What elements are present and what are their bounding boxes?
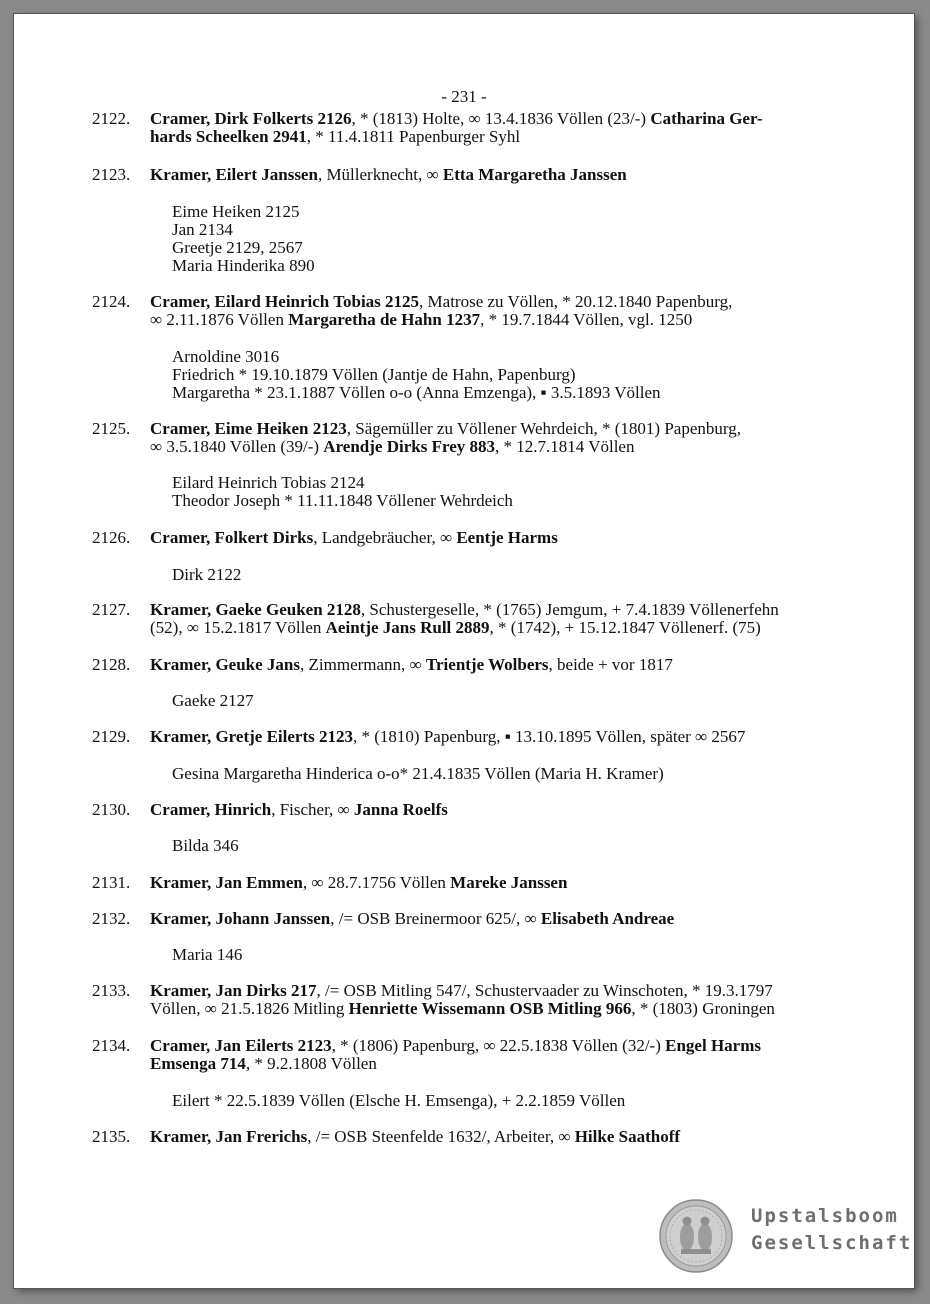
page-number: - 231 - (441, 87, 487, 106)
children-list-2130 (172, 837, 239, 855)
entry-2131 (92, 874, 872, 892)
text-line: Friedrich * 19.10.1879 Völlen (Jantje de Hahn, Papenburg) (172, 365, 576, 384)
text-line: Cramer, Dirk Folkerts 2126, * (1813) Holte, ∞ 13.4.1836 Völlen (23/-) Catharina Ger- (150, 109, 763, 128)
entry-text (150, 293, 872, 329)
entry-2123 (92, 166, 872, 184)
entry-number: 2127. (92, 600, 131, 619)
text-line: Bilda 346 (172, 836, 239, 855)
entry-number: 2134. (92, 1036, 131, 1055)
text-line: Kramer, Gretje Eilerts 2123, * (1810) Papenburg, ▪ 13.10.1895 Völlen, später ∞ 2567 (150, 727, 746, 746)
children-list-2134 (172, 1092, 625, 1110)
entry-number: 2125. (92, 419, 131, 438)
children-list-2129 (172, 765, 664, 783)
text-line: ∞ 3.5.1840 Völlen (39/-) Arendje Dirks Frey 883, * 12.7.1814 Völlen (150, 437, 635, 456)
text-line: Gesina Margaretha Hinderica o-o* 21.4.1835 Völlen (Maria H. Kramer) (172, 764, 664, 783)
entry-text (150, 601, 872, 637)
text-line: Kramer, Eilert Janssen, Müllerknecht, ∞ Etta Margaretha Janssen (150, 165, 627, 184)
text-line: Kramer, Jan Frerichs, /= OSB Steenfelde 1632/, Arbeiter, ∞ Hilke Saathoff (150, 1127, 681, 1146)
entry-text (150, 728, 872, 746)
text-line: Eilard Heinrich Tobias 2124 (172, 473, 365, 492)
text-line: Arnoldine 3016 (172, 347, 280, 366)
entry-number: 2126. (92, 528, 131, 547)
entry-text (150, 166, 872, 184)
text-line: Eime Heiken 2125 (172, 202, 300, 221)
entry-2122 (92, 110, 872, 146)
text-line: (52), ∞ 15.2.1817 Völlen Aeintje Jans Rull 2889, * (1742), + 15.12.1847 Völlenerf. (75) (150, 618, 761, 637)
entry-number: 2130. (92, 800, 131, 819)
document-page (14, 14, 914, 1288)
entry-text (150, 1037, 872, 1073)
text-line: Maria Hinderika 890 (172, 256, 315, 275)
entry-2126 (92, 529, 872, 547)
text-line: ∞ 2.11.1876 Völlen Margaretha de Hahn 1237, * 19.7.1844 Völlen, vgl. 1250 (150, 310, 693, 329)
entry-number: 2131. (92, 873, 131, 892)
text-line: Eilert * 22.5.1839 Völlen (Elsche H. Emsenga), + 2.2.1859 Völlen (172, 1091, 626, 1110)
text-line: Kramer, Johann Janssen, /= OSB Breinermoor 625/, ∞ Elisabeth Andreae (150, 909, 675, 928)
entry-number: 2128. (92, 655, 131, 674)
children-list-2126 (172, 566, 241, 584)
text-line: Kramer, Jan Dirks 217, /= OSB Mitling 547/, Schustervaader zu Winschoten, * 19.3.1797 (150, 981, 773, 1000)
entry-2127 (92, 601, 872, 637)
logo-text-line-1: Upstalsboom (751, 1205, 899, 1227)
entry-text (150, 110, 872, 146)
entry-2132 (92, 910, 872, 928)
text-line: Cramer, Hinrich, Fischer, ∞ Janna Roelfs (150, 800, 448, 819)
entry-number: 2122. (92, 109, 131, 128)
entry-number: 2133. (92, 981, 131, 1000)
text-line: Greetje 2129, 2567 (172, 238, 303, 257)
entry-2128 (92, 656, 872, 674)
text-line: Cramer, Folkert Dirks, Landgebräucher, ∞ Eentje Harms (150, 528, 558, 547)
entry-number: 2129. (92, 727, 131, 746)
text-line: Völlen, ∞ 21.5.1826 Mitling Henriette Wissemann OSB Mitling 966, * (1803) Groningen (150, 999, 775, 1018)
entry-2134 (92, 1037, 872, 1073)
entry-2135 (92, 1128, 872, 1146)
text-line: Cramer, Jan Eilerts 2123, * (1806) Papenburg, ∞ 22.5.1838 Völlen (32/-) Engel Harms (150, 1036, 761, 1055)
text-line: Jan 2134 (172, 220, 233, 239)
entry-number: 2135. (92, 1127, 131, 1146)
text-line: hards Scheelken 2941, * 11.4.1811 Papenburger Syhl (150, 127, 521, 146)
entry-text (150, 656, 872, 674)
seal-icon (659, 1199, 733, 1273)
entry-text (150, 420, 872, 456)
text-line: Kramer, Jan Emmen, ∞ 28.7.1756 Völlen Mareke Janssen (150, 873, 568, 892)
logo-text (751, 1203, 912, 1257)
entry-number: 2123. (92, 165, 131, 184)
entry-text (150, 910, 872, 928)
entry-text (150, 982, 872, 1018)
text-line: Maria 146 (172, 945, 243, 964)
entry-2125 (92, 420, 872, 456)
text-line: Cramer, Eilard Heinrich Tobias 2125, Matrose zu Völlen, * 20.12.1840 Papenburg, (150, 292, 733, 311)
text-line: Cramer, Eime Heiken 2123, Sägemüller zu Völlener Wehrdeich, * (1801) Papenburg, (150, 419, 741, 438)
upstalsboom-logo (659, 1199, 913, 1279)
children-list-2125 (172, 474, 513, 510)
text-line: Dirk 2122 (172, 565, 242, 584)
text-line: Gaeke 2127 (172, 691, 254, 710)
children-list-2123 (172, 203, 315, 275)
entry-number: 2124. (92, 292, 131, 311)
text-line: Theodor Joseph * 11.11.1848 Völlener Wehrdeich (172, 491, 513, 510)
entry-number: 2132. (92, 909, 131, 928)
entry-text (150, 874, 872, 892)
text-line: Margaretha * 23.1.1887 Völlen o-o (Anna Emzenga), ▪ 3.5.1893 Völlen (172, 383, 661, 402)
entry-text (150, 801, 872, 819)
children-list-2128 (172, 692, 254, 710)
text-line: Kramer, Geuke Jans, Zimmermann, ∞ Trientje Wolbers, beide + vor 1817 (150, 655, 673, 674)
entry-2130 (92, 801, 872, 819)
children-list-2124 (172, 348, 661, 402)
text-line: Emsenga 714, * 9.2.1808 Völlen (150, 1054, 377, 1073)
entry-2133 (92, 982, 872, 1018)
children-list-2132 (172, 946, 242, 964)
entry-text (150, 529, 872, 547)
text-line: Kramer, Gaeke Geuken 2128, Schustergeselle, * (1765) Jemgum, + 7.4.1839 Völlenerfehn (150, 600, 779, 619)
entry-2129 (92, 728, 872, 746)
entry-2124 (92, 293, 872, 329)
entry-text (150, 1128, 872, 1146)
logo-text-line-2: Gesellschaft (751, 1232, 913, 1254)
